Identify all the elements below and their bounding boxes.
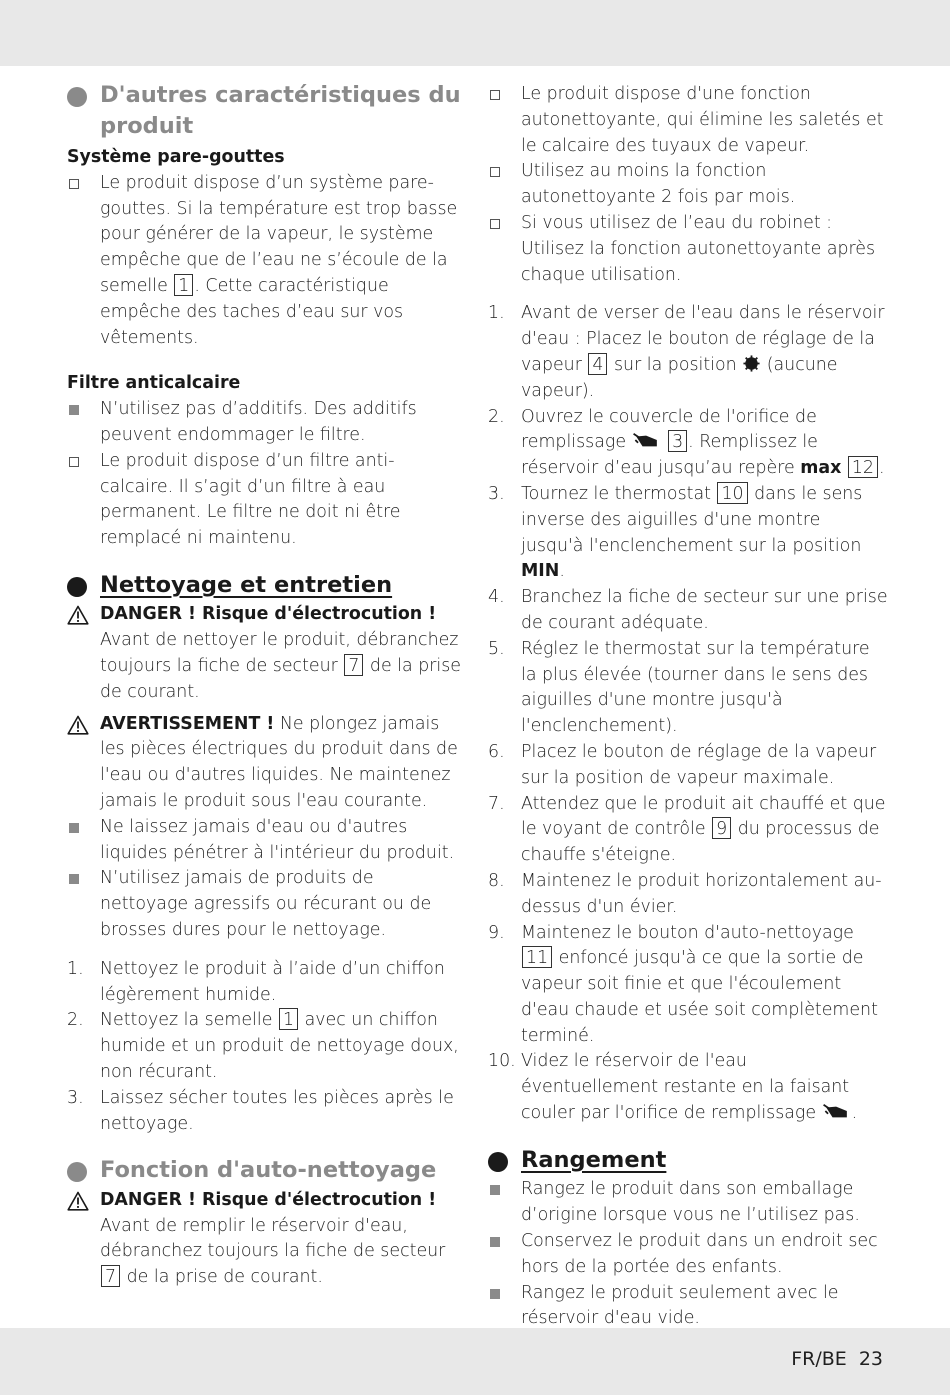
square-bullet-icon bbox=[490, 1289, 500, 1299]
section-heading-cleaning bbox=[67, 570, 467, 601]
page-number: 23 bbox=[858, 1348, 883, 1370]
checkbox-bullet-icon bbox=[490, 90, 500, 100]
numbered-step: 2. Ouvrez le couvercle de l'orifice de remplissage 3 . Remplissez le réservoir d’eau jusqu’au repère max 12 . bbox=[488, 406, 885, 479]
section-bullet-icon bbox=[67, 577, 87, 597]
header-band bbox=[0, 0, 950, 66]
list-item: Conservez le produit dans un endroit sec hors de la portée des enfants. bbox=[488, 1229, 888, 1281]
list-item: Le produit dispose d’un filtre anti-calcaire. Il s’agit d’un filtre à eau permanent. Le filtre ne doit ni être remplacé ni maintenu. bbox=[67, 449, 467, 552]
numbered-step: 2. Nettoyez la semelle 1 avec un chiffon humide et un produit de nettoyage doux, non récurant. bbox=[67, 1010, 459, 1082]
part-reference: 12 bbox=[848, 456, 878, 478]
danger-notice: DANGER ! Risque d'électrocution ! Avant de nettoyer le produit, débranchez toujours la fiche de secteur 7 de la prise de courant. bbox=[67, 602, 467, 705]
right-column bbox=[488, 82, 888, 1332]
list-item: Utilisez au moins la fonction autonettoyante 2 fois par mois. bbox=[488, 159, 888, 211]
part-reference: 4 bbox=[588, 353, 607, 375]
list-item: Rangez le produit dans son emballage d’origine lorsque vous ne l’utilisez pas. bbox=[488, 1177, 888, 1229]
checkbox-bullet-icon bbox=[490, 219, 500, 229]
numbered-step: 1. Nettoyez le produit à l’aide d’un chiffon légèrement humide. bbox=[67, 958, 445, 1005]
part-reference: 3 bbox=[668, 430, 687, 452]
part-reference: 1 bbox=[174, 274, 193, 296]
section-title: Fonction d'auto-nettoyage bbox=[100, 1157, 437, 1184]
list-item: Si vous utilisez de l’eau du robinet : Utilisez la fonction autonettoyante après chaque utilisation. bbox=[488, 211, 888, 288]
numbered-step: 1. Avant de verser de l'eau dans le réservoir d'eau : Placez le bouton de réglage de la vapeur 4 sur la position (aucune vapeur). bbox=[488, 303, 885, 401]
square-bullet-icon bbox=[69, 874, 79, 884]
fill-opening-icon bbox=[822, 1103, 852, 1120]
warning-triangle-icon bbox=[67, 1191, 89, 1211]
subheading-drip-system: Système pare-gouttes bbox=[67, 147, 285, 167]
numbered-step: 10. Videz le réservoir de l'eau éventuellement restante en la faisant couler par l'orifice de remplissage . bbox=[488, 1051, 858, 1124]
list-item: Le produit dispose d’un système pare-gouttes. Si la température est trop basse pour générer de la vapeur, le système empêche que de l’eau ne s’écoule de la semelle 1 . Cette caractéristique empêche des taches d’eau sur vos vêtements. bbox=[67, 171, 467, 352]
warning-notice: AVERTISSEMENT ! Ne plongez jamais les pièces électriques du produit dans de l'eau ou d'autres liquides. Ne maintenez jamais le produit sous l'eau courante. bbox=[67, 712, 467, 815]
part-reference: 10 bbox=[717, 482, 747, 504]
section-bullet-icon bbox=[67, 1162, 87, 1182]
checkbox-bullet-icon bbox=[490, 167, 500, 177]
list-item: Rangez le produit seulement avec le réservoir d'eau vide. bbox=[488, 1281, 888, 1333]
square-bullet-icon bbox=[490, 1185, 500, 1195]
numbered-step: 5. Réglez le thermostat sur la température la plus élevée (tourner dans le sens des aiguilles d'une montre jusqu'à l'enclenchement). bbox=[488, 638, 870, 737]
list-item: Le produit dispose d'une fonction autonettoyante, qui élimine les saletés et le calcaire des tuyaux de vapeur. bbox=[488, 82, 888, 159]
checkbox-bullet-icon bbox=[69, 457, 79, 467]
section-heading-self-cleaning bbox=[67, 1155, 467, 1186]
fill-opening-icon bbox=[632, 432, 662, 449]
part-reference: 9 bbox=[712, 817, 731, 839]
danger-label: DANGER ! Risque d'électrocution ! bbox=[100, 1189, 437, 1210]
subheading-limescale-filter: Filtre anticalcaire bbox=[67, 373, 241, 394]
warning-triangle-icon bbox=[67, 715, 89, 735]
part-reference: 11 bbox=[522, 946, 552, 968]
part-reference: 7 bbox=[344, 654, 363, 676]
square-bullet-icon bbox=[69, 823, 79, 833]
section-title: Nettoyage et entretien bbox=[100, 571, 393, 598]
checkbox-bullet-icon bbox=[69, 179, 79, 189]
part-reference: 7 bbox=[101, 1265, 120, 1287]
page-footer bbox=[779, 1348, 883, 1370]
section-heading-storage bbox=[488, 1145, 888, 1176]
danger-label: DANGER ! Risque d'électrocution ! bbox=[100, 604, 437, 625]
warning-label: AVERTISSEMENT ! bbox=[100, 713, 275, 734]
part-reference: 1 bbox=[279, 1008, 298, 1030]
section-bullet-icon bbox=[488, 1152, 508, 1172]
numbered-step: 9. Maintenez le bouton d'auto-nettoyage 11 enfoncé jusqu'à ce que la sortie de vapeur soit finie et que l'écoulement d'eau chaude et usée soit complètement terminé. bbox=[488, 922, 878, 1046]
danger-notice: DANGER ! Risque d'électrocution ! Avant de remplir le réservoir d'eau, débranchez toujours la fiche de secteur 7 de la prise de courant. bbox=[67, 1188, 467, 1291]
section-title: D'autres caractéristiques du produit bbox=[100, 82, 461, 139]
numbered-step: 3. Laissez sécher toutes les pièces après le nettoyage. bbox=[67, 1087, 454, 1134]
numbered-step: 6. Placez le bouton de réglage de la vapeur sur la position de vapeur maximale. bbox=[488, 741, 877, 788]
numbered-step: 4. Branchez la fiche de secteur sur une prise de courant adéquate. bbox=[488, 587, 888, 633]
square-bullet-icon bbox=[490, 1237, 500, 1247]
list-item: N’utilisez pas d’additifs. Des additifs peuvent endommager le filtre. bbox=[67, 397, 467, 449]
list-item: N’utilisez jamais de produits de nettoyage agressifs ou récurant ou de brosses dures pour le nettoyage. bbox=[67, 866, 467, 943]
numbered-step: 8. Maintenez le produit horizontalement au-dessus d'un évier. bbox=[488, 870, 882, 917]
warning-triangle-icon bbox=[67, 605, 89, 625]
left-column bbox=[67, 80, 467, 1291]
section-bullet-icon bbox=[67, 87, 87, 107]
no-steam-icon bbox=[742, 355, 761, 372]
section-heading-other-features bbox=[67, 80, 467, 141]
footer-language: FR/BE bbox=[791, 1348, 847, 1370]
list-item: Ne laissez jamais d'eau ou d'autres liquides pénétrer à l'intérieur du produit. bbox=[67, 815, 467, 867]
section-title: Rangement bbox=[521, 1146, 667, 1173]
numbered-step: 7. Attendez que le produit ait chauffé et que le voyant de contrôle 9 du processus de chauffe s'éteigne. bbox=[488, 793, 886, 866]
square-bullet-icon bbox=[69, 405, 79, 415]
numbered-step: 3. Tournez le thermostat 10 dans le sens inverse des aiguilles d'une montre jusqu'à l'enclenchement sur la position MIN. bbox=[488, 483, 863, 582]
